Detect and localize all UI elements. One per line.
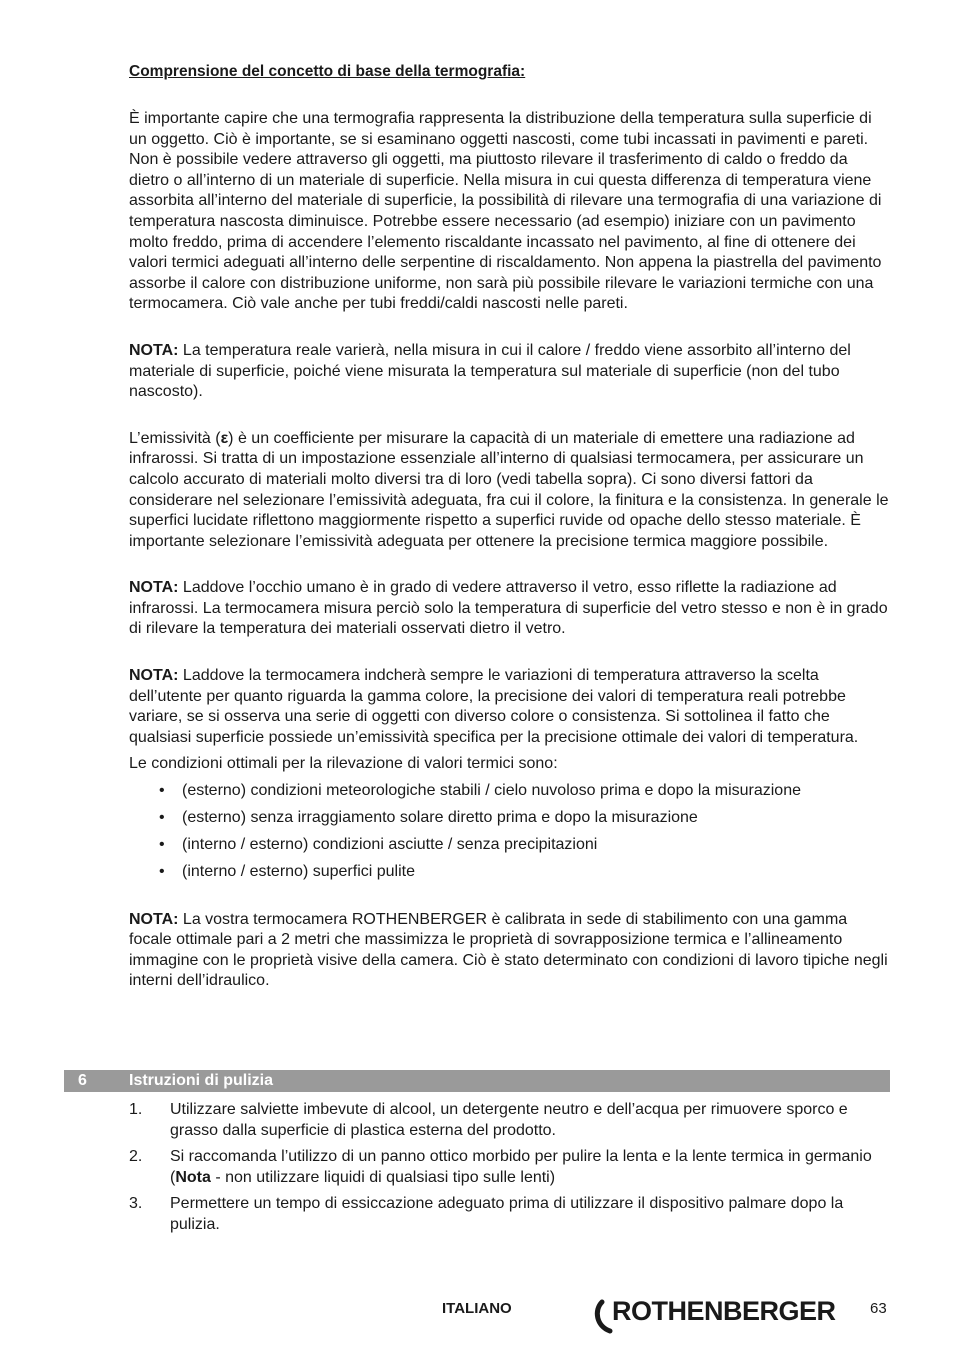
step-number: 2. (129, 1148, 143, 1166)
conditions-list (129, 781, 891, 883)
step-item: 3. Permettere un tempo di essiccazione adeguato prima di utilizzare il dispositivo palmare dopo la pulizia. (129, 1195, 844, 1233)
rothenberger-logo (594, 1296, 839, 1336)
note-3 (129, 666, 891, 748)
step-number: 3. (129, 1195, 143, 1213)
section-heading: Comprensione del concetto di base della termografia: (129, 63, 526, 80)
bullet-icon: • (159, 862, 165, 880)
list-item: • (esterno) condizioni meteorologiche stabili / cielo nuvoloso prima e dopo la misurazione (129, 781, 891, 802)
note-4 (129, 910, 891, 992)
note-label: NOTA: (129, 910, 179, 928)
note-label: NOTA: (129, 341, 179, 359)
bullet-icon: • (159, 836, 165, 853)
epsilon-symbol: ε (220, 429, 229, 447)
list-item: • (esterno) senza irraggiamento solare diretto prima e dopo la misurazione (129, 808, 891, 829)
note-text: Laddove l’occhio umano è in grado di vedere attraverso il vetro, esso riflette la radiazione ad infrarossi. La termocamera misura perciò solo la temperatura di superficie del vetro stesso e non è in grado di rilevare la temperatura dei materiali osservati dietro il vetro. (129, 579, 888, 638)
main-content (129, 62, 891, 992)
bullet-icon: • (159, 782, 165, 800)
conditions-intro: Le condizioni ottimali per la rilevazione di valori termici sono: (129, 755, 558, 773)
footer-language: ITALIANO (442, 1300, 512, 1317)
list-item: • (interno / esterno) condizioni asciutte / senza precipitazioni (129, 835, 891, 856)
section-number: 6 (78, 1072, 87, 1089)
note-2 (129, 578, 891, 640)
page-number: 63 (870, 1300, 887, 1317)
list-item: • (interno / esterno) superfici pulite (129, 862, 891, 883)
note-1 (129, 341, 891, 403)
paragraph-emissivity: L’emissività (ε) è un coefficiente per misurare la capacità di un materiale di emettere una radiazione ad infrarossi. Si tratta di un impostazione essenziale all’interno di qualsiasi termocamera, per assicurare un calcolo accurato di materiali molto diversi tra di loro (vedi tabella sopra). Ci sono diversi fattori da considerare nel selezionare l’emissività adeguata, fra cui il colore, la finitura e la consistenza. In generale le superfici lucidate riflettono maggiormente rispetto a superfici ruvide od opache dello stesso materiale. È importante selezionare l’emissività adeguata per ottenere la precisione termica maggiore possibile. (129, 429, 889, 550)
step-item: 1. Utilizzare salviette imbevute di alcool, un detergente neutro e dell’acqua per rimuovere sporco e grasso dalla superficie di plastica esterna del prodotto. (129, 1101, 848, 1139)
cleaning-steps (129, 1100, 891, 1242)
note-text: Laddove la termocamera indcherà sempre le variazioni di temperatura attraverso la scelta dell’utente per quanto riguarda la gamma colore, la precisione dei valori di temperatura reali potrebbe variare, se si osserva una serie di oggetti con diverso colore o consistenza. Si sottolinea il fatto che qualsiasi superficie possiede un’emissività specifica per la precisione ottimale dei valori di temperatura. (129, 667, 859, 746)
note-text: La vostra termocamera ROTHENBERGER è calibrata in sede di stabilimento con una gamma focale ottimale pari a 2 metri che massimizza le proprietà di sovrapposizione termica e l’allineamento immagine con le proprietà visive della camera. Ciò è stato determinato con condizioni di lavoro tipiche negli interni dell’idraulico. (129, 910, 888, 990)
note-text: La temperatura reale varierà, nella misura in cui il calore / freddo viene assorbito all’interno del materiale di superficie, poiché viene misurata la temperatura sul materiale di superficie (non del tubo nascosto). (129, 341, 851, 401)
paragraph-thermography: È importante capire che una termografia rappresenta la distribuzione della temperatura sulla superficie di un oggetto. Ciò è importante, se si esaminano oggetti nascosti, come tubi incassati in pavimenti e pareti. Non è possibile vedere attraverso gli oggetti, ma piuttosto rilevare il trasferimento di caldo o freddo da dietro o all’interno di un materiale di superficie. Nella misura in cui questa differenza di temperatura viene assorbita all’interno del materiale di superficie, la possibilità di rilevare una termografia di una variazione di temperatura nascosta diminuisce. Potrebbe essere necessario (ad esempio) iniziare con un pavimento molto freddo, prima di accendere l’elemento riscaldante incassato nel pavimento, al fine di ottenere dei valori termici adeguati all’interno delle serpentine di riscaldamento. Non appena la piastrella del pavimento assorbe il calore con distribuzione uniforme, non sarà più possibile rilevare le variazioni termiche con una termocamera. Ciò vale anche per tubi freddi/caldi nascosti nelle pareti. (129, 110, 882, 313)
step-number: 1. (129, 1101, 143, 1118)
section-bar-cleaning (64, 1070, 890, 1092)
logo-wordmark: ROTHENBERGER (612, 1296, 836, 1326)
step-item: 2. Si raccomanda l’utilizzo di un panno ottico morbido per pulire la lenta e la lente termica in germanio (Nota - non utilizzare liquidi di qualsiasi tipo sulle lenti) (129, 1148, 872, 1186)
bullet-icon: • (159, 809, 165, 827)
note-label: NOTA: (129, 579, 179, 597)
note-label: NOTA: (129, 667, 179, 685)
section-title: Istruzioni di pulizia (129, 1072, 273, 1089)
